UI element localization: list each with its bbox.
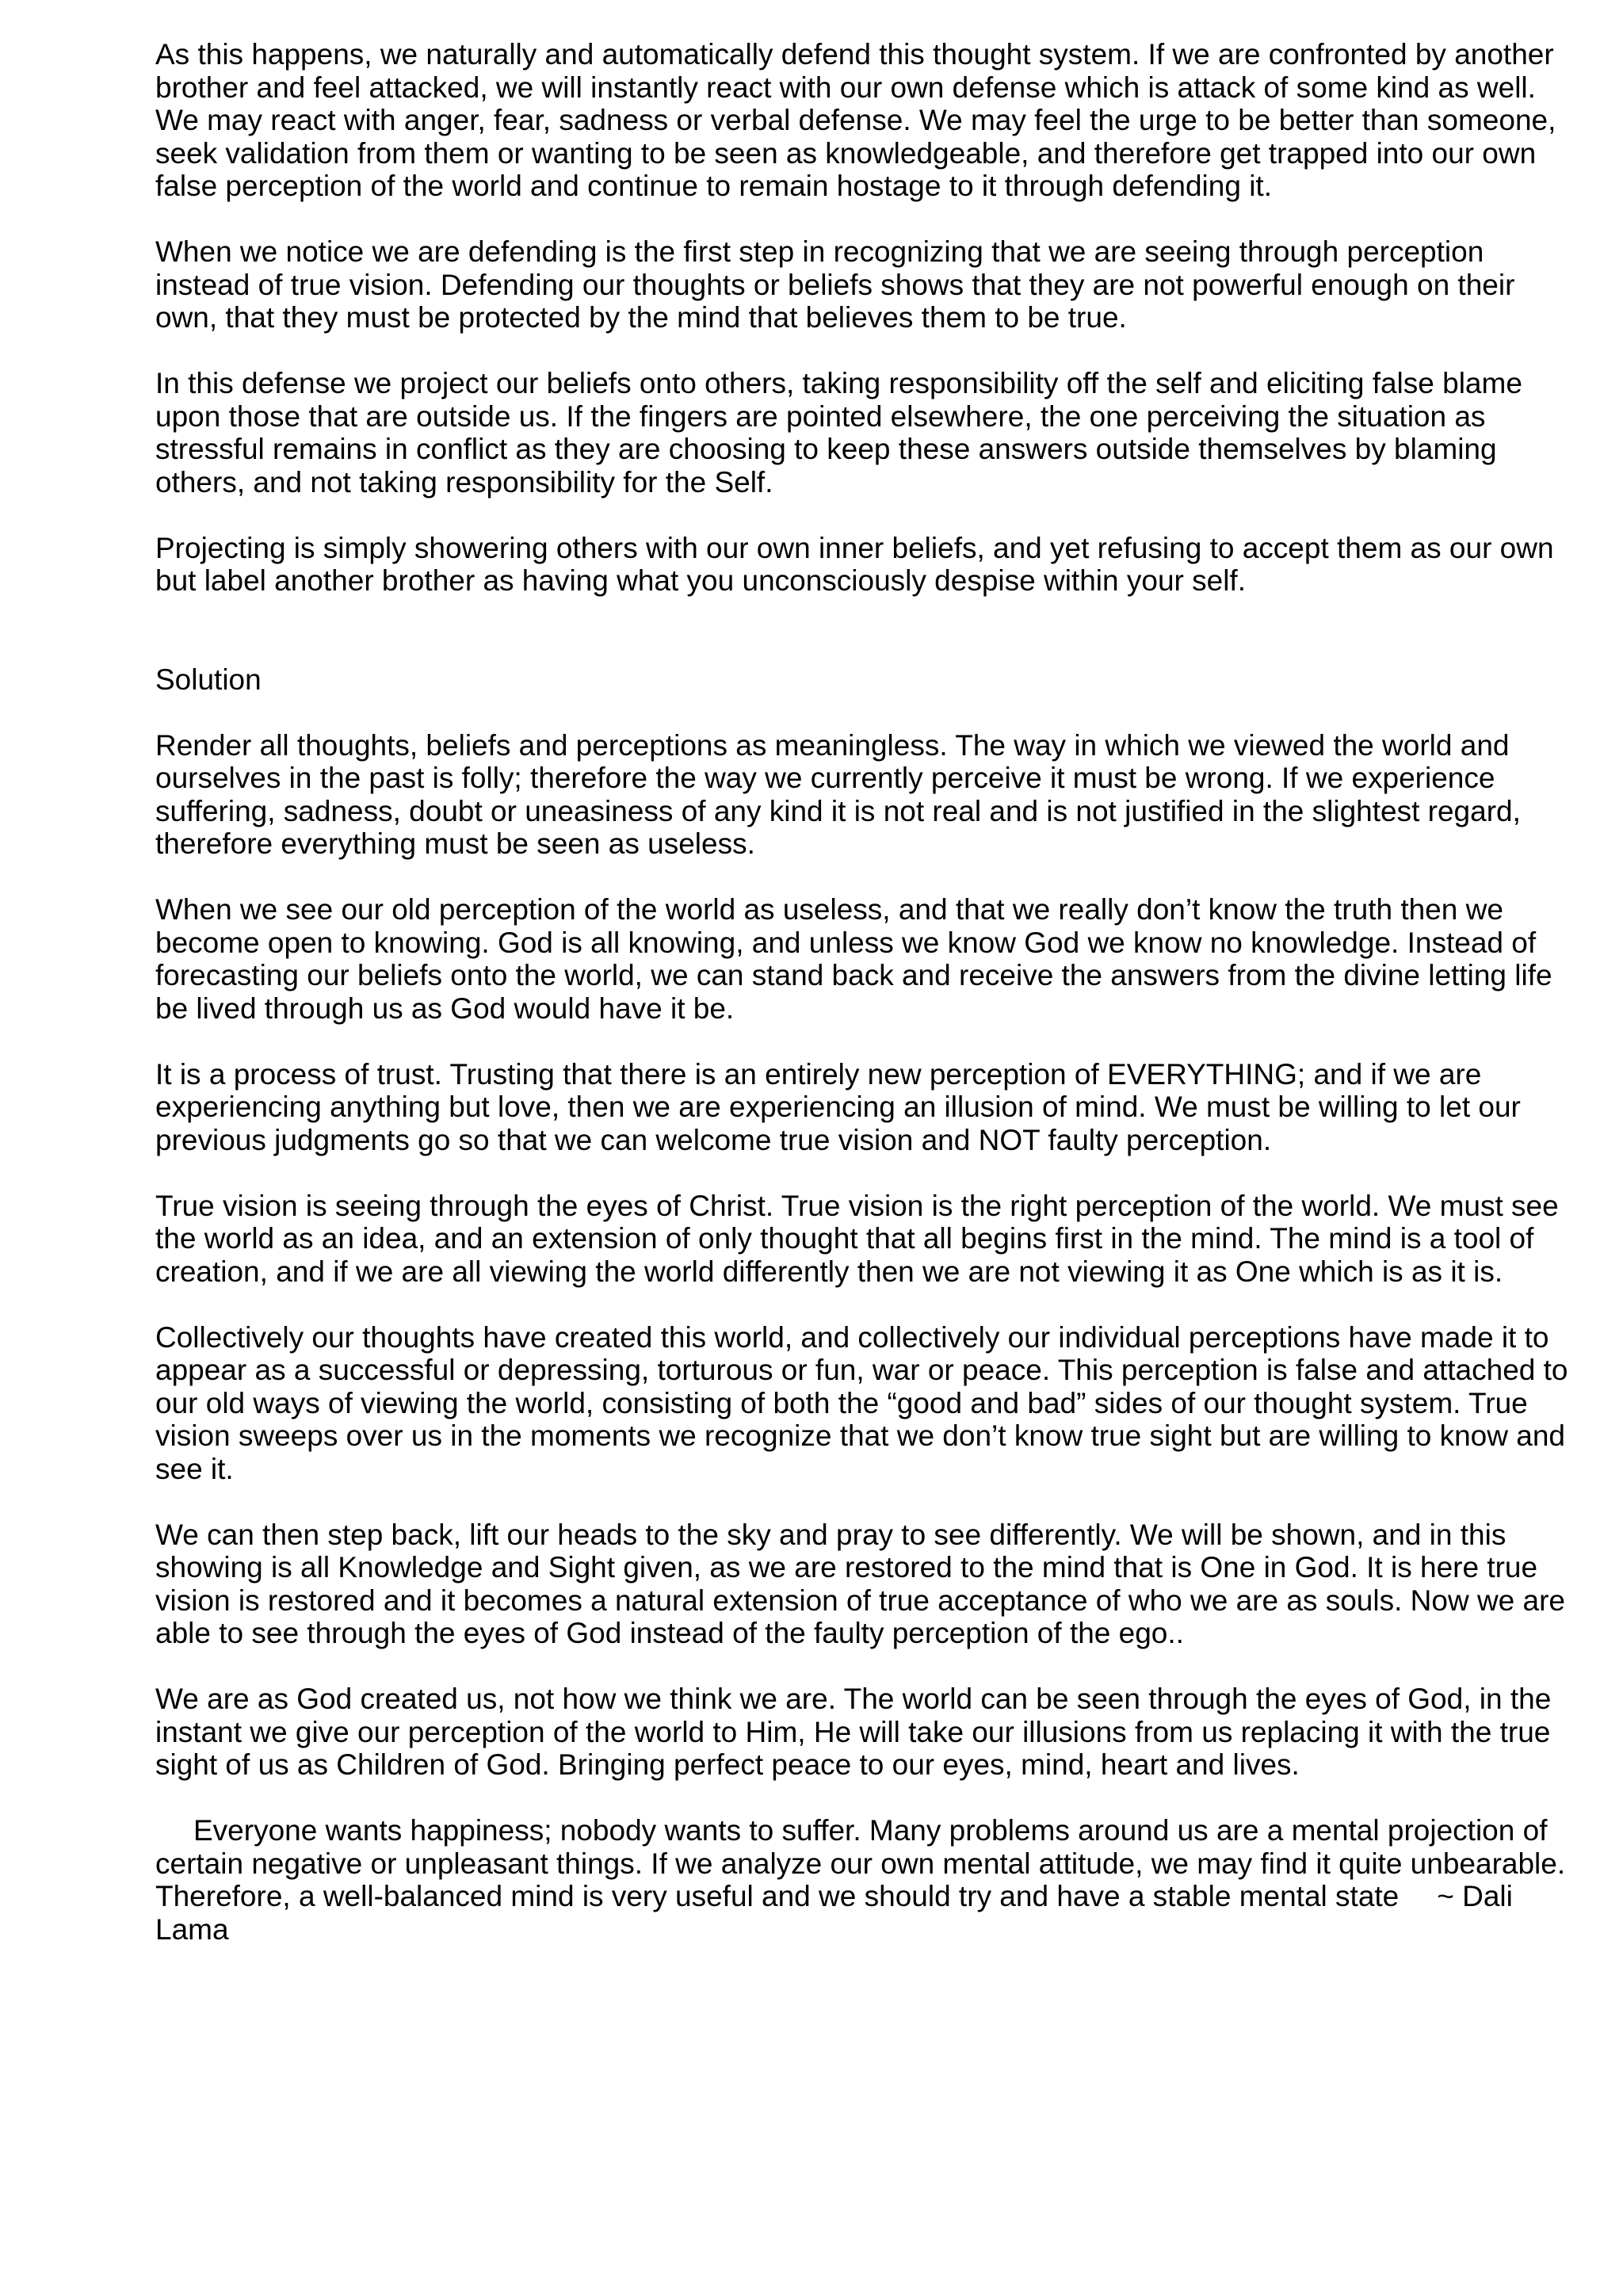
paragraph: When we see our old perception of the world as useless, and that we really don’t know the truth then we become open to knowing. God is all knowing, and unless we know God we know no knowledge. Instead of forecasting our beliefs onto the world, we can stand back and receive the answers from the divine letting life be lived through us as God would have it be. — [155, 893, 1552, 1025]
quote-block — [155, 1814, 1574, 1946]
paragraph: We can then step back, lift our heads to the sky and pray to see differently. We will be shown, and in this showing is all Knowledge and Sight given, as we are restored to the mind that is One in God. It is here true vision is restored and it becomes a natural extension of true acceptance of who we are as souls. Now we are able to see through the eyes of God instead of the faulty perception of the ego.. — [155, 1518, 1565, 1649]
quote-attribution: ~ Dali Lama — [155, 1880, 1513, 1946]
quote-text: Everyone wants happiness; nobody wants to suffer. Many problems around us are a mental projection of certain negative or unpleasant things. If we analyze our own mental attitude, we may find it quite unbearable. Therefore, a well-balanced mind is very useful and we should try and have a stable mental state — [155, 1814, 1566, 1912]
document-body — [155, 38, 1574, 1979]
paragraph: Render all thoughts, beliefs and perceptions as meaningless. The way in which we viewed the world and ourselves in the past is folly; therefore the way we currently perceive it must be wrong. If we experience suffering, sadness, doubt or uneasiness of any kind it is not real and is not justified in the slightest regard, therefore everything must be seen as useless. — [155, 728, 1521, 860]
paragraph: Collectively our thoughts have created this world, and collectively our individual perceptions have made it to appear as a successful or depressing, torturous or fun, war or peace. This perception is false and attached to our old ways of viewing the world, consisting of both the “good and bad” sides of our thought system. True vision sweeps over us in the moments we recognize that we don’t know true sight but are willing to know and see it. — [155, 1320, 1568, 1485]
paragraph: Projecting is simply showering others with our own inner beliefs, and yet refusing to accept them as our own but label another brother as having what you unconsciously despise within your self. — [155, 531, 1554, 597]
paragraph: It is a process of trust. Trusting that there is an entirely new perception of EVERYTHING; and if we are experiencing anything but love, then we are experiencing an illusion of mind. We must be willing to let our previous judgments go so that we can welcome true vision and NOT faulty perception. — [155, 1057, 1521, 1156]
section-heading-solution: Solution — [155, 663, 262, 696]
paragraph: We are as God created us, not how we think we are. The world can be seen through the eyes of God, in the instant we give our perception of the world to Him, He will take our illusions from us replacing it with the true sight of us as Children of God. Bringing perfect peace to our eyes, mind, heart and lives. — [155, 1683, 1552, 1781]
paragraph: When we notice we are defending is the first step in recognizing that we are seeing through perception instead of true vision. Defending our thoughts or beliefs shows that they are not powerful enough on their own, that they must be protected by the mind that believes them to be true. — [155, 235, 1515, 334]
paragraph: In this defense we project our beliefs onto others, taking responsibility off the self and eliciting false blame upon those that are outside us. If the fingers are pointed elsewhere, the one perceiving the situation as stressful remains in conflict as they are choosing to keep these answers outside themselves by blaming others, and not taking responsibility for the Self. — [155, 367, 1522, 499]
paragraph: True vision is seeing through the eyes of Christ. True vision is the right perception of the world. We must see the world as an idea, and an extension of only thought that all begins first in the mind. The mind is a tool of creation, and if we are all viewing the world differently then we are not viewing it as One which is as it is. — [155, 1189, 1559, 1288]
paragraph: As this happens, we naturally and automatically defend this thought system. If we are confronted by another brother and feel attacked, we will instantly react with our own defense which is attack of some kind as well. We may react with anger, fear, sadness or verbal defense. We may feel the urge to be better than someone, seek validation from them or wanting to be seen as knowledgeable, and therefore get trapped into our own false perception of the world and continue to remain hostage to it through defending it. — [155, 38, 1556, 202]
